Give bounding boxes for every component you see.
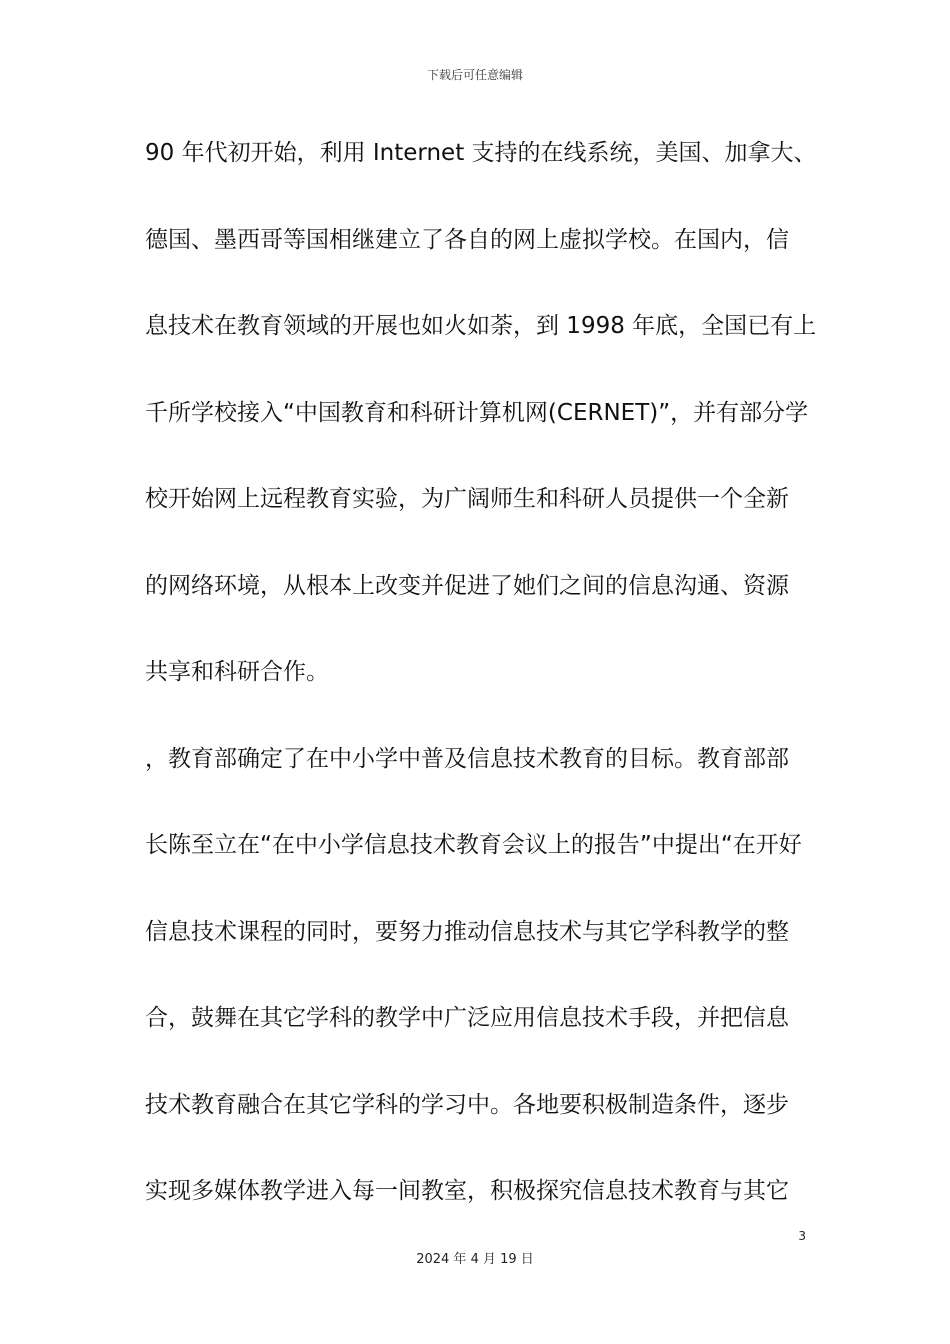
body-line-10: 信息技术课程的同时，要努力推动信息技术与其它学科教学的整 <box>145 918 789 945</box>
body-line-2: 德国、墨西哥等国相继建立了各自的网上虚拟学校。在国内，信 <box>145 226 789 253</box>
body-line-7: 共享和科研合作。 <box>145 659 329 685</box>
body-line-4: 千所学校接入“中国教育和科研计算机网(CERNET)”，并有部分学 <box>145 399 809 426</box>
body-line-11: 合，鼓舞在其它学科的教学中广泛应用信息技术手段，并把信息 <box>145 1005 789 1031</box>
body-line-6: 的网络环境，从根本上改变并促进了她们之间的信息沟通、资源 <box>145 572 789 599</box>
body-line-1: 90 年代初开始，利用 Internet 支持的在线系统，美国、加拿大、 <box>145 140 817 166</box>
body-line-9: 长陈至立在“在中小学信息技术教育会议上的报告”中提出“在开好 <box>145 832 802 858</box>
body-line-8: ，教育部确定了在中小学中普及信息技术教育的目标。教育部部 <box>145 745 789 772</box>
page-header: 下载后可任意编辑 <box>426 68 523 82</box>
page-number: 3 <box>798 1229 806 1243</box>
document-body <box>145 130 817 1255</box>
body-line-3: 息技术在教育领域的开展也如火如荼，到 1998 年底，全国已有上 <box>145 313 817 339</box>
footer-date: 2024 年 4 月 19 日 <box>416 1252 534 1267</box>
body-line-5: 校开始网上远程教育实验，为广阔师生和科研人员提供一个全新 <box>145 486 789 512</box>
body-line-12: 技术教育融合在其它学科的学习中。各地要积极制造条件，逐步 <box>145 1091 789 1118</box>
body-line-13: 实现多媒体教学进入每一间教室，积极探究信息技术教育与其它 <box>145 1178 789 1204</box>
